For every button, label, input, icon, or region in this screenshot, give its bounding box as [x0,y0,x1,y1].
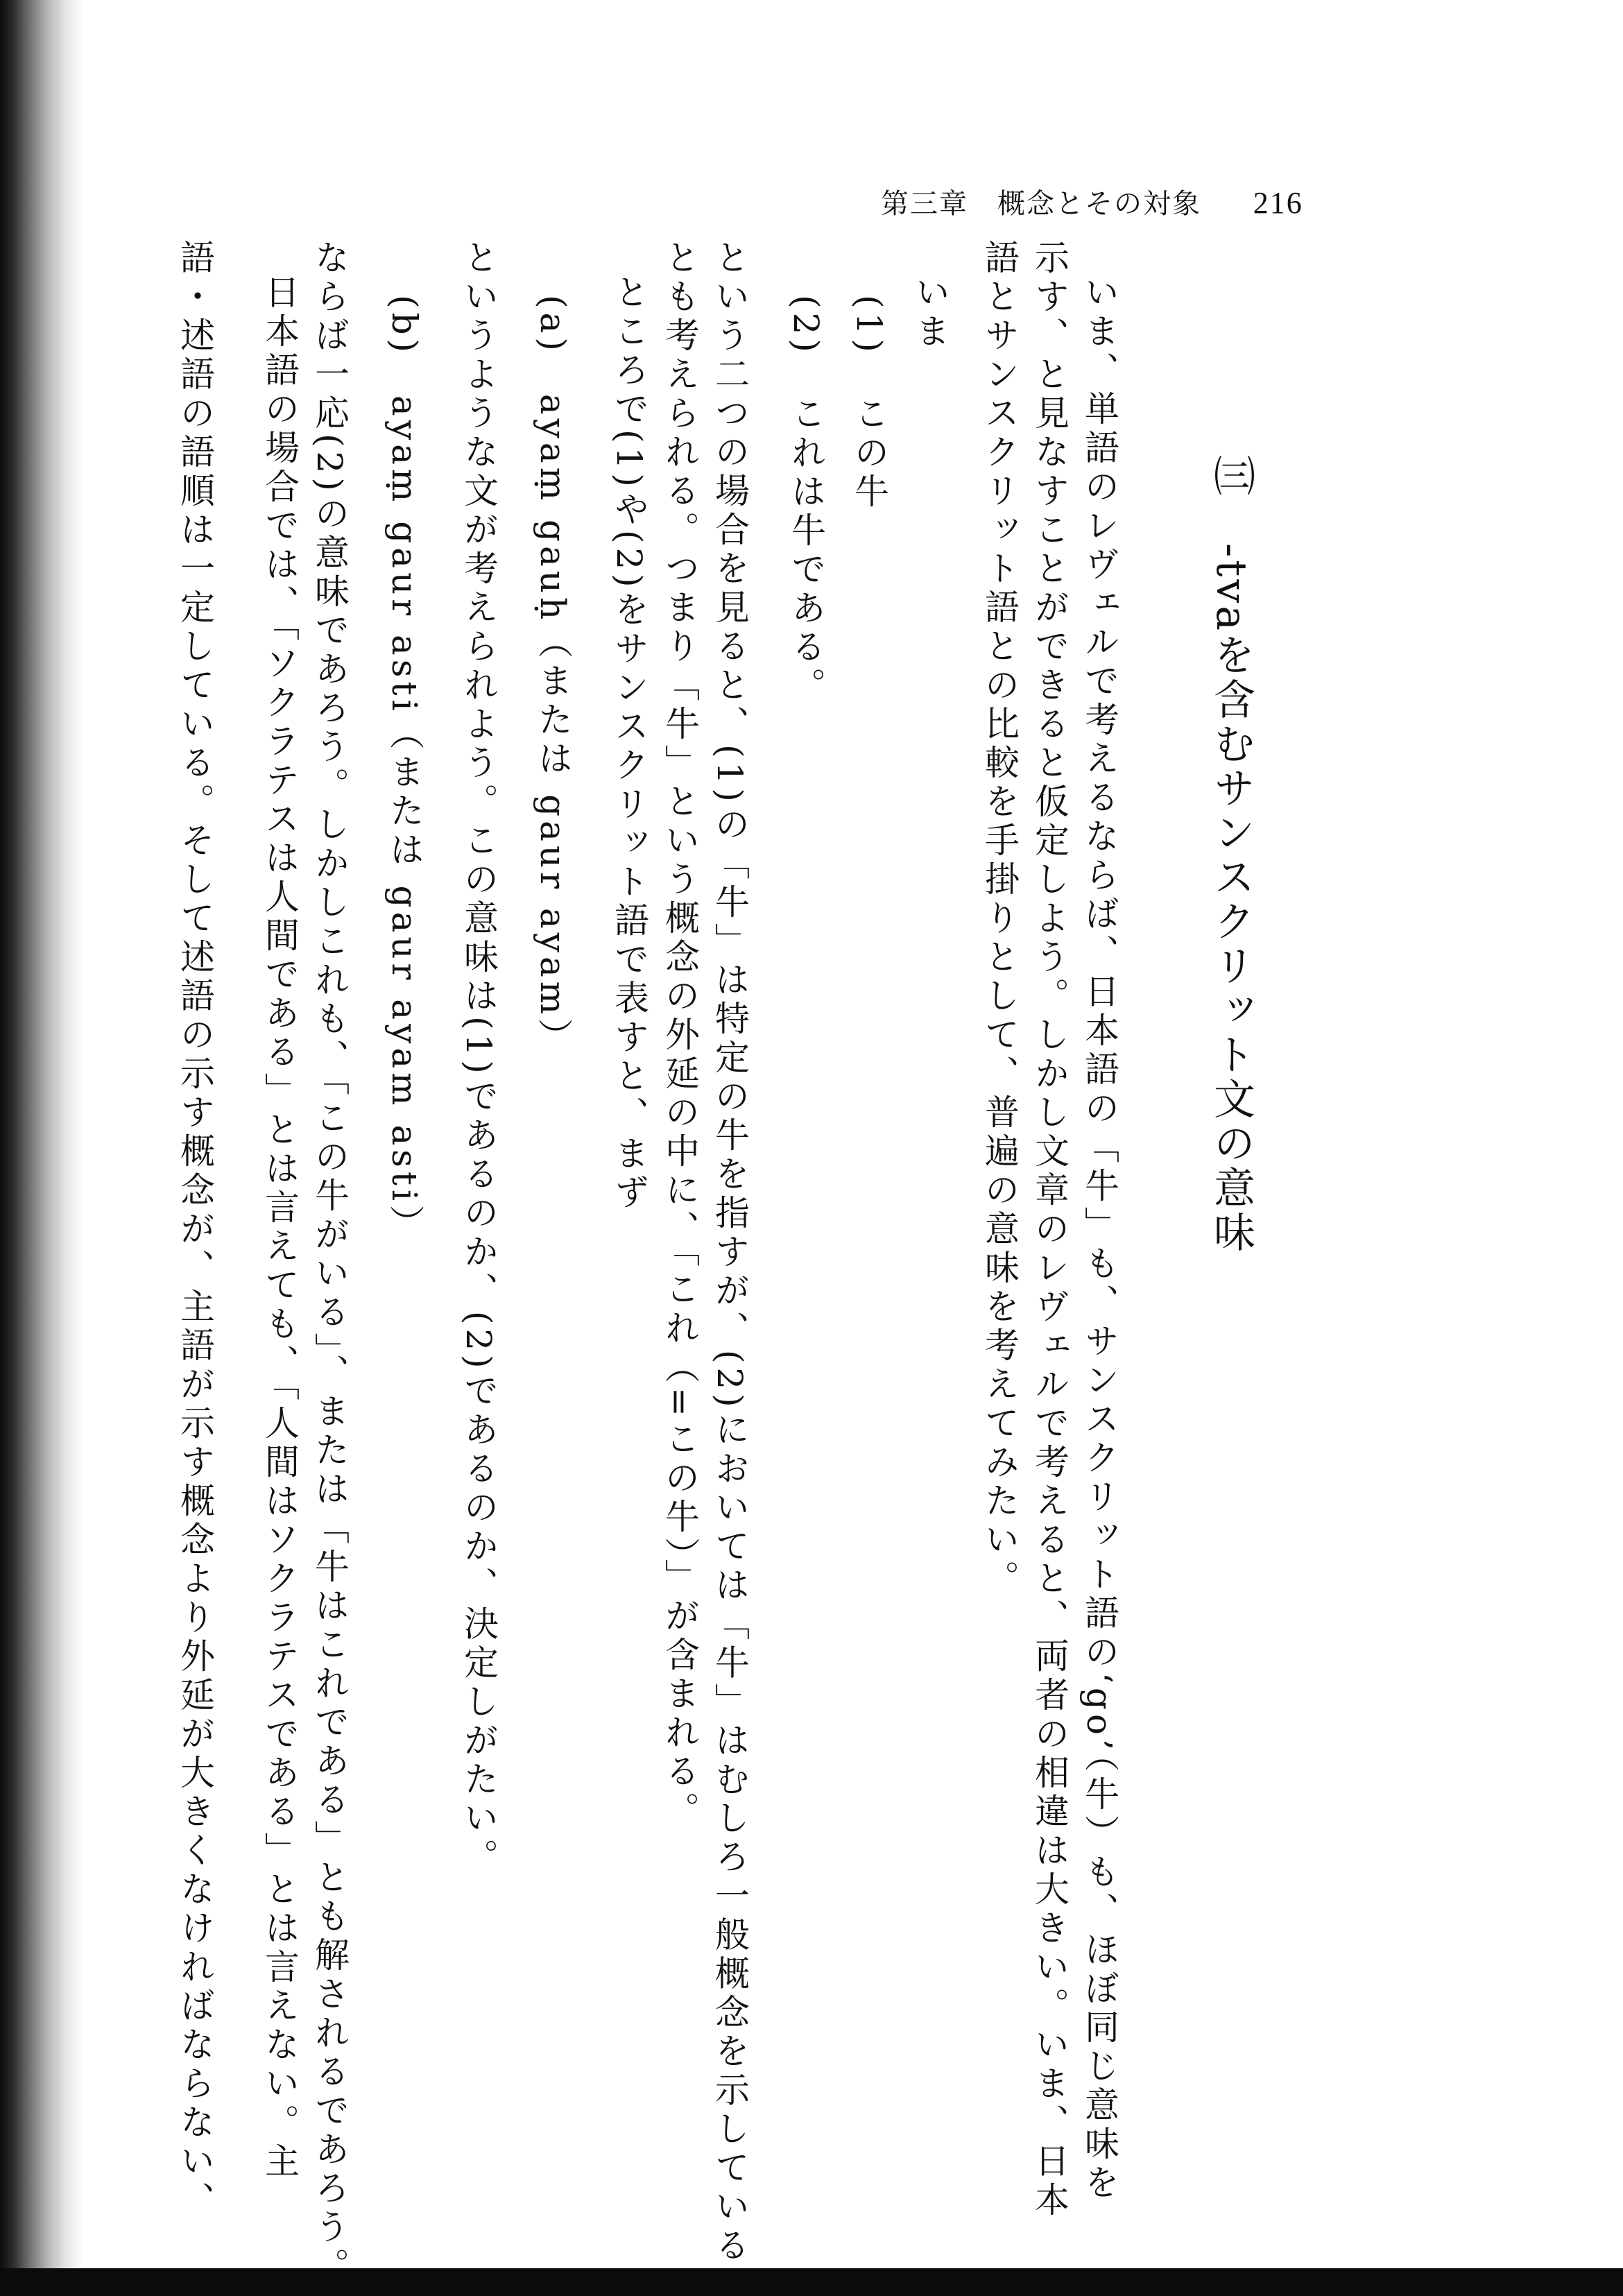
example-2: (2) これは牛である。 [786,295,826,706]
section-heading: ㈢ -tvaを含むサンスクリット文の意味 [1207,454,1255,1256]
example-1: (1) この牛 [849,295,889,512]
binding-shadow [0,0,83,2268]
paragraph-line: 語・述語の語順は一定している。そして述語の示す概念が、主語が示す概念より外延が大きくなければならない、 [175,239,215,2220]
running-head [881,182,1303,221]
paragraph-line: ところで(1)や(2)をサンスクリット語で表すと、まず [609,274,649,1213]
chapter-title: 第三章 概念とその対象 [881,188,1201,220]
paragraph-line: 語とサンスクリット語との比較を手掛りとして、普遍の意味を考えてみたい。 [979,239,1020,1599]
paragraph-line: というような文が考えられよう。この意味は(1)であるのか、(2)であるのか、決定しがたい。 [458,239,499,1878]
paragraph-line: ならば一応(2)の意味であろう。しかしこれも、「この牛がいる」、または「牛はこれである」とも解されるであろう。 [309,239,350,2286]
paragraph-line: とも考えられる。つまり「牛」という概念の外延の中に、「これ（=この牛）」が含まれる。 [660,239,700,1831]
paragraph-line: いま、単語のレヴェルで考えるならば、日本語の「牛」も、サンスクリット語の‘go’（牛）も、ほぼ同じ意味を [1079,274,1119,2203]
paragraph-line: という二つの場合を見ると、(1)の「牛」は特定の牛を指すが、(2)においては「牛」はむしろ一般概念を示している [710,239,750,2266]
page-number: 216 [1253,186,1303,220]
example-b: (b) ayaṃ gaur asti（または gaur ayam asti） [384,295,424,1244]
paragraph-line: いま [910,274,950,352]
scan-bottom-edge [0,2268,1623,2296]
paragraph-line: 示す、と見なすことができると仮定しよう。しかし文章のレヴェルで考えると、両者の相違は大きい。いま、日本 [1029,239,1070,2220]
paragraph-line: 日本語の場合では、「ソクラテスは人間である」とは言えても、「人間はソクラテスである」とは言えない。主 [259,274,300,2182]
example-a: (a) ayaṃ gauḥ（または gaur ayam） [533,295,573,1058]
